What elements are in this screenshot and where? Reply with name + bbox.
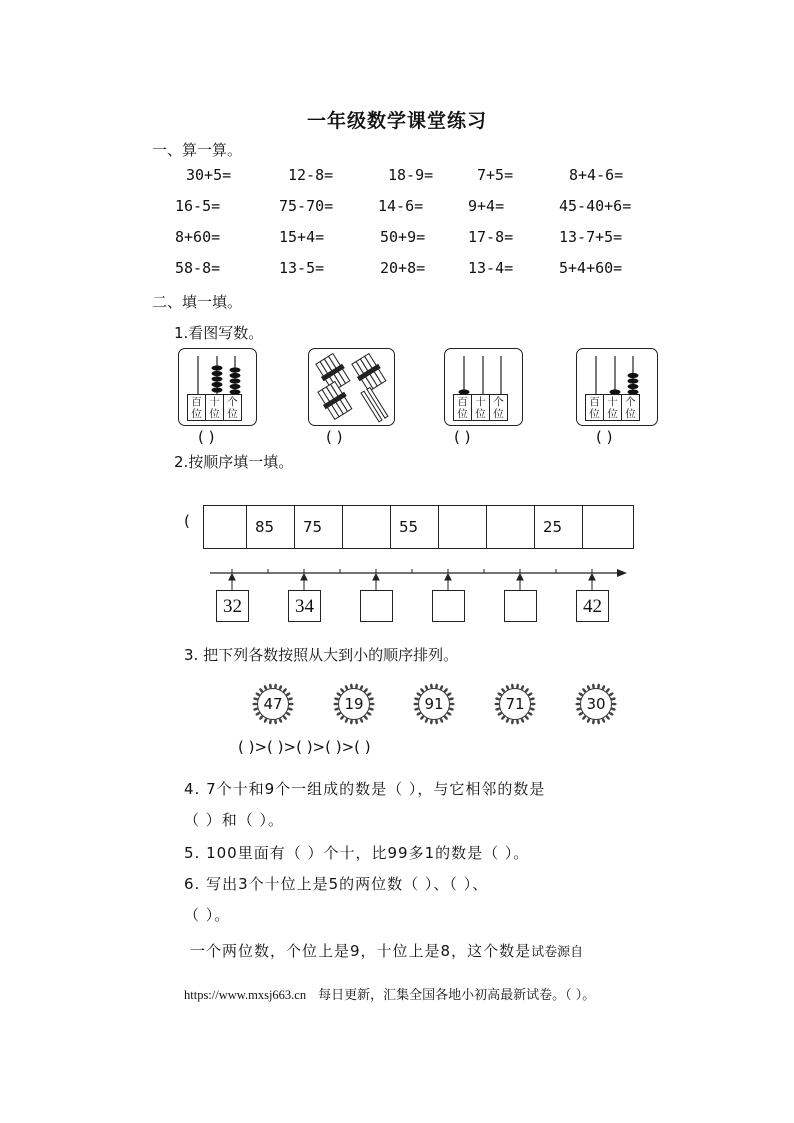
answer-blank[interactable]: ( ) [326,428,343,446]
problem: 17-8= [468,228,514,246]
ones-label: 个 位 [625,396,636,420]
answer-blank[interactable]: ( ) [596,428,613,446]
question-4-line-1: 4. 7个十和9个一组成的数是（ ），与它相邻的数是 [184,780,546,798]
number-badge [575,683,617,725]
question-3-label: 3. 把下列各数按照从大到小的顺序排列。 [184,646,459,664]
problem: 20+8= [380,259,426,277]
number-line [205,563,630,591]
problem: 13-7+5= [559,228,623,246]
problem: 45-40+6= [559,197,632,215]
number-line-box[interactable]: 42 [576,590,609,622]
stick-bundles-icon [309,349,394,425]
hundreds-label: 百 位 [586,395,604,420]
hundreds-label: 百 位 [454,395,472,420]
badge-number: 19 [344,695,364,713]
place-value-labels [187,394,242,421]
problem: 9+4= [468,197,505,215]
number-badge [494,683,536,725]
problem: 50+9= [380,228,426,246]
problem: 12-8= [288,166,334,184]
number-line-box[interactable] [504,590,537,622]
abacus-picture [444,348,523,426]
problem: 30+5= [186,166,232,184]
badge-number: 71 [505,695,525,713]
problem: 5+4+60= [559,259,623,277]
source-description: 每日更新，汇集全国各地小初高最新试卷。（ ）。 [318,988,596,1003]
sequence-cell[interactable] [583,506,633,548]
sequence-cell[interactable]: 55 [391,506,439,548]
abacus-picture [178,348,257,426]
problem: 18-9= [388,166,434,184]
left-paren: ( [184,512,190,530]
number-line-box[interactable]: 34 [288,590,321,622]
badge-number: 91 [424,695,444,713]
tens-label: 十 位 [206,395,224,420]
question-7-text: 一个两位数，个位上是9，十位上是8，这个数是 [190,942,532,960]
source-url-link[interactable]: https://www.mxsj663.cn [184,988,307,1002]
source-note: 试卷源自 [531,945,584,960]
problem: 7+5= [477,166,514,184]
problem: 13-4= [468,259,514,277]
badge-number: 30 [586,695,606,713]
problem: 14-6= [378,197,424,215]
abacus-picture [576,348,658,426]
hundreds-label: 百 位 [188,395,206,420]
problem: 16-5= [175,197,221,215]
ones-label: 个 位 [227,396,238,420]
number-badge [413,683,455,725]
section-1-heading: 一、算一算。 [152,141,243,159]
sequence-cell[interactable] [439,506,487,548]
tens-label: 十 位 [472,395,490,420]
problem: 8+4-6= [569,166,624,184]
number-line-box[interactable] [432,590,465,622]
sequence-cell[interactable]: 25 [535,506,583,548]
problem: 58-8= [175,259,221,277]
question-2-label: 2.按顺序填一填。 [174,453,294,471]
problem: 13-5= [279,259,325,277]
question-5: 5. 100里面有（ ）个十，比99多1的数是（ ）。 [184,844,530,862]
ordering-answer-line[interactable]: ( )>( )>( )>( )>( ) [238,738,371,756]
answer-blank[interactable]: ( ) [198,428,215,446]
page-title: 一年级数学课堂练习 [306,110,487,132]
question-7-line-1 [190,940,583,961]
sequence-cell[interactable]: 85 [247,506,295,548]
tens-label: 十 位 [604,395,622,420]
number-badge [333,683,375,725]
number-line-box[interactable]: 32 [216,590,249,622]
question-7-line-2 [184,984,595,1003]
sequence-cell[interactable] [487,506,535,548]
question-6-line-2: （ ）。 [184,906,231,924]
stick-bundles-picture [308,348,395,426]
sequence-cell[interactable] [343,506,391,548]
badge-number: 47 [263,695,283,713]
sequence-cell[interactable] [204,506,247,548]
place-value-labels [585,394,640,421]
problem: 75-70= [279,197,334,215]
question-1-label: 1.看图写数。 [174,324,264,342]
ones-label: 个 位 [493,396,504,420]
sequence-cell[interactable]: 75 [295,506,343,548]
problem: 15+4= [279,228,325,246]
sequence-row [203,505,634,549]
question-4-line-2: （ ）和（ ）。 [184,811,285,829]
place-value-labels [453,394,508,421]
answer-blank[interactable]: ( ) [454,428,471,446]
question-6-line-1: 6. 写出3个十位上是5的两位数（ ）、（ ）、 [184,875,489,893]
section-2-heading: 二、填一填。 [152,293,243,311]
number-line-box[interactable] [360,590,393,622]
number-badge [252,683,294,725]
problem: 8+60= [175,228,221,246]
